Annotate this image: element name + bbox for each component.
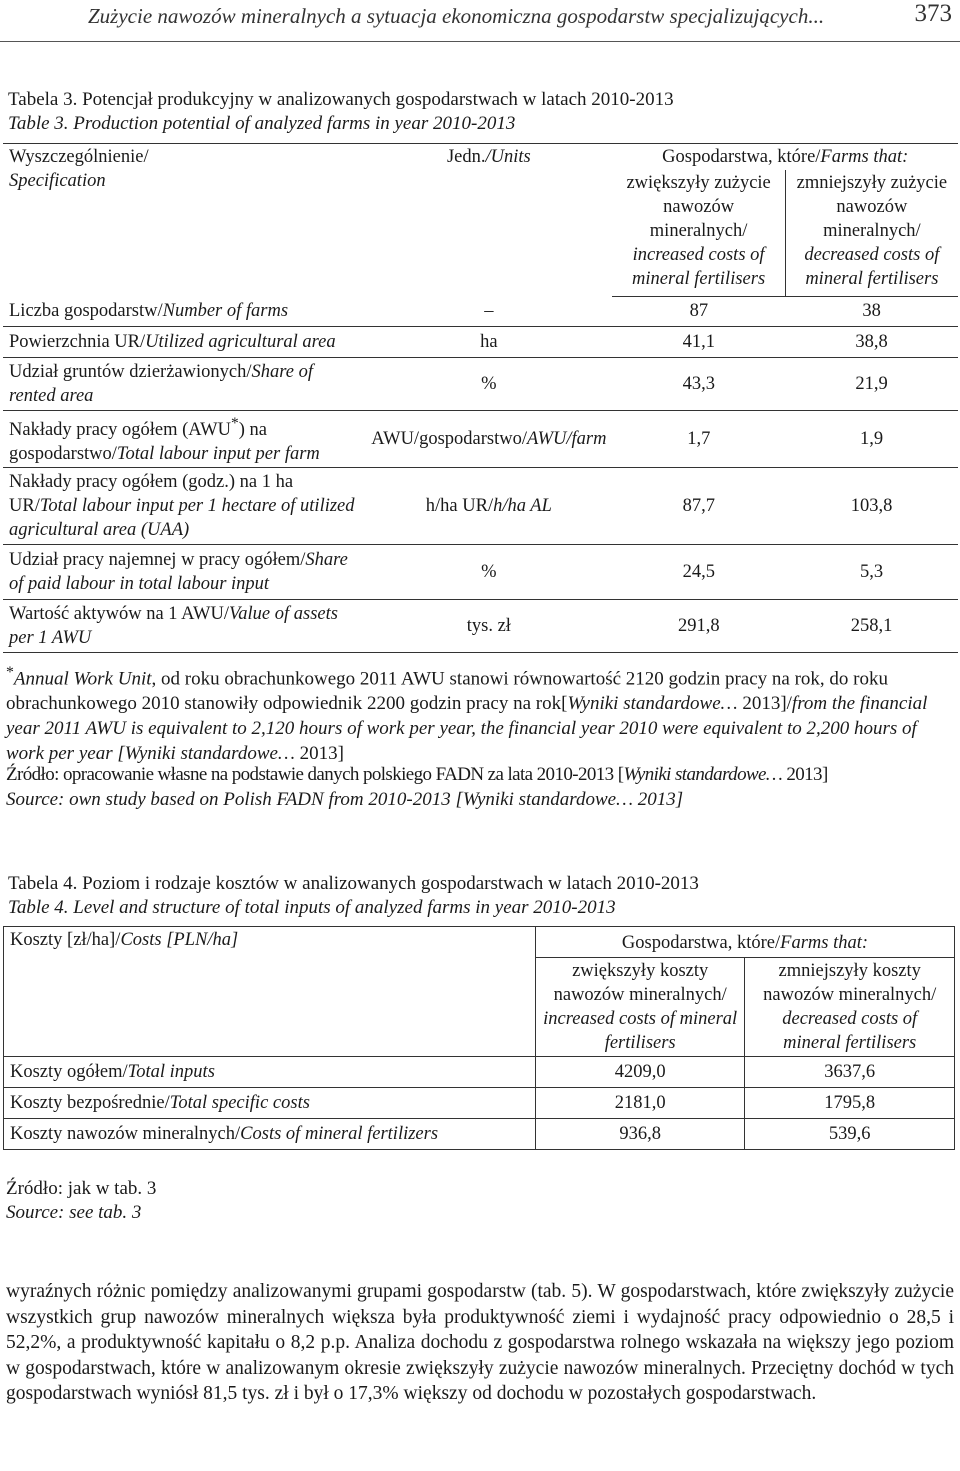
row-label-pl: Udział pracy najemnej w pracy ogółem/ [9, 550, 306, 571]
footnote-ref-marker: * [230, 415, 239, 432]
row-label-en: Utilized agricultural area [145, 332, 336, 352]
row-label [4, 1119, 536, 1150]
table-row [3, 358, 958, 411]
row-label [3, 296, 365, 327]
row-label-en: Costs of mineral fertilizers [240, 1124, 439, 1144]
row-label-pl: Koszty nawozów mineralnych/ [10, 1124, 241, 1144]
footnote-awu: Annual Work Unit [13, 668, 152, 690]
table3 [3, 143, 958, 653]
row-value-decreased: 38,8 [785, 327, 958, 358]
row-value-increased: 24,5 [612, 545, 785, 600]
row-value-decreased: 103,8 [785, 468, 958, 545]
row-label [3, 358, 365, 411]
row-unit-en: AWU/farm [527, 429, 607, 450]
row-value-decreased: 1795,8 [745, 1088, 955, 1119]
decreased4-label-pl: zmniejszyły koszty nawozów mineralnych/ [763, 961, 937, 1005]
decreased-label-pl: zmniejszyły zużycie nawozów mineralnych/ [796, 173, 948, 241]
page-number: 373 [914, 0, 952, 27]
increased4-label-pl: zwiększyły koszty nawozów mineralnych/ [553, 961, 727, 1005]
spec-label-pl: Wyszczególnienie/ [9, 147, 149, 167]
row-label [3, 545, 365, 600]
row-label-pl: Powierzchnia UR/ [9, 332, 146, 352]
decreased-label-en: decreased costs of mineral fertilisers [804, 245, 940, 289]
row-label-en: Total labour input per farm [116, 444, 320, 465]
row-label-pl: Wartość aktywów na 1 AWU/ [9, 604, 230, 625]
body-paragraph: wyraźnych różnic pomiędzy analizowanymi grupami gospodarstw (tab. 5). W gospodarstwach, które zwiększyły zużycie wszystkich grup nawozów mineralnych większa była produktywność ziemi i wydajność pracy odpowiednio o 28,5 i 52,2%, a produktywność kapitału o 8,2 p.p. Analiza dochodu z gospodarstwa rolnego wskazała na większy jego poziom w gospodarstwach, które w analizowanym okresie zwiększyły zużycie nawozów mineralnych. Przeciętny dochód w tych gospodarstwach wyniósł 81,5 tys. zł i był o 17,3% większy od dochodu w pozostałych gospodarstwach. [6, 1281, 954, 1404]
row-value-increased: 2181,0 [535, 1088, 745, 1119]
table4-head-costs [4, 927, 536, 1057]
row-value-increased: 936,8 [535, 1119, 745, 1150]
table3-caption-en: Table 3. Production potential of analyzed farms in year 2010-2013 [8, 113, 516, 134]
row-unit [365, 411, 612, 468]
row-label [3, 600, 365, 653]
row-value-decreased: 21,9 [785, 358, 958, 411]
table4-head-increased [535, 958, 745, 1057]
row-value-decreased: 3637,6 [745, 1057, 955, 1088]
row-label-pl: Udział gruntów dzierżawionych/ [9, 362, 252, 382]
table3-source-pl [6, 762, 956, 787]
row-value-decreased: 539,6 [745, 1119, 955, 1150]
footnote-text-en: from the financial year 2011 AWU is equivalent to 2,120 hours of work per year, the financial year 2010 were equivalent to 2,200 hours of work per year [Wyniki standardowe… [6, 693, 928, 765]
row-unit [365, 327, 612, 358]
group4-label-en: Farms that: [780, 933, 869, 953]
row-value-increased: 43,3 [612, 358, 785, 411]
row-label-pl: Liczba gospodarstw/ [9, 301, 163, 321]
costs-label-en: Costs [PLN/ha] [120, 930, 239, 950]
table4-caption-pl: Tabela 4. Poziom i rodzaje kosztów w analizowanych gospodarstwach w latach 2010-2013 [8, 873, 699, 894]
row-label-pl: Nakłady pracy ogółem (AWU*) na gospodarstwo/ [9, 415, 267, 465]
row-value-decreased: 258,1 [785, 600, 958, 653]
table4 [3, 926, 955, 1150]
row-label [4, 1057, 536, 1088]
row-label-en: Share of rented area [9, 362, 313, 406]
row-value-increased: 87 [612, 296, 785, 327]
row-unit [365, 600, 612, 653]
table3-caption-pl: Tabela 3. Potencjał produkcyjny w analizowanych gospodarstwach w latach 2010-2013 [8, 89, 674, 110]
row-value-decreased: 5,3 [785, 545, 958, 600]
row-label-pl: Nakłady pracy ogółem (godz.) na 1 ha UR/ [9, 472, 294, 517]
header-rule [0, 41, 960, 42]
costs-label-pl: Koszty [zł/ha]/ [10, 930, 121, 950]
table4-head-decreased [745, 958, 955, 1057]
row-label-pl: Koszty ogółem/ [10, 1062, 128, 1082]
row-unit-pl: ha [480, 332, 498, 352]
row-label [3, 327, 365, 358]
table-row [3, 296, 958, 327]
row-unit-pl: tys. zł [466, 616, 511, 637]
table-row [4, 1057, 955, 1088]
row-label-en: Total specific costs [169, 1093, 310, 1113]
group-label-en: Farms that: [820, 147, 909, 167]
row-unit-pl: % [481, 562, 497, 583]
table3-footnote [6, 660, 956, 766]
table-row [3, 327, 958, 358]
group-label-pl: Gospodarstwa, które/ [662, 147, 821, 167]
row-unit [365, 358, 612, 411]
table-row [3, 600, 958, 653]
row-value-increased: 291,8 [612, 600, 785, 653]
table3-source-en: Source: own study based on Polish FADN from 2010-2013 [Wyniki standardowe… 2013] [6, 789, 684, 810]
unit-label-pl: Jedn. [446, 147, 486, 167]
running-header [0, 0, 960, 40]
row-label-en: Share of paid labour in total labour input [9, 550, 348, 595]
row-unit [365, 468, 612, 545]
group4-label-pl: Gospodarstwa, które/ [621, 933, 781, 953]
table3-head-spec [3, 144, 365, 297]
table-row [4, 1119, 955, 1150]
row-value-increased: 87,7 [612, 468, 785, 545]
row-label-en: Total labour input per 1 hectare of utilized agricultural area (UAA) [9, 496, 355, 541]
increased4-label-en: increased costs of mineral fertilisers [543, 1009, 738, 1053]
row-label-en: Number of farms [162, 301, 289, 321]
row-value-increased: 4209,0 [535, 1057, 745, 1088]
row-unit-pl: – [484, 301, 494, 321]
table-row [3, 411, 958, 468]
row-value-increased: 1,7 [612, 411, 785, 468]
table-row [3, 468, 958, 545]
table4-source-pl: Źródło: jak w tab. 3 [6, 1178, 157, 1199]
row-label [3, 411, 365, 468]
running-title: Zużycie nawozów mineralnych a sytuacja ekonomiczna gospodarstw specjalizujących... [88, 4, 825, 28]
footnote-text-pl: , od roku obrachunkowego 2011 AWU stanowi równowartość 2120 godzin pracy na rok, do roku obrachunkowego 2010 stanowiły odpowiednik 2200 godzin pracy na rok[ [6, 668, 889, 715]
row-value-decreased: 1,9 [785, 411, 958, 468]
table3-head-increased [612, 170, 785, 296]
table4-caption-en: Table 4. Level and structure of total inputs of analyzed farms in year 2010-2013 [8, 897, 616, 918]
row-unit-pl: AWU/gospodarstwo/ [371, 429, 527, 450]
increased-label-en: increased costs of mineral fertilisers [632, 245, 766, 289]
spec-label-en: Specification [9, 171, 106, 191]
source-pl-text: Źródło: opracowanie własne na podstawie danych polskiego FADN za lata 2010-2013 [ [6, 764, 624, 785]
source-pl-year: 2013] [782, 764, 828, 785]
row-label [3, 468, 365, 545]
row-unit [365, 545, 612, 600]
table4-head-group [535, 927, 954, 958]
increased-label-pl: zwiększyły zużycie nawozów mineralnych/ [626, 173, 771, 241]
table-row [4, 1088, 955, 1119]
row-label-en: Total inputs [127, 1062, 215, 1082]
table4-source-en: Source: see tab. 3 [6, 1202, 142, 1223]
footnote-year-en: 2013] [294, 743, 344, 765]
footnote-ref: Wyniki standardowe… [567, 693, 738, 715]
row-label-pl: Koszty bezpośrednie/ [10, 1093, 170, 1113]
table3-head-decreased [785, 170, 958, 296]
row-label-en: Value of assets per 1 AWU [9, 604, 338, 649]
source-pl-ref: Wyniki standardowe… [623, 764, 783, 785]
footnote-year: 2013]/ [737, 693, 792, 715]
row-value-increased: 41,1 [612, 327, 785, 358]
decreased4-label-en: decreased costs of mineral fertilisers [782, 1009, 918, 1053]
table3-head-unit [365, 144, 612, 297]
row-unit [365, 296, 612, 327]
unit-label-en: /Units [485, 147, 531, 167]
row-unit-pl: % [481, 374, 497, 394]
row-unit-en: h/ha AL [493, 496, 552, 517]
footnote-marker: * [6, 664, 14, 681]
row-label [4, 1088, 536, 1119]
table-row [3, 545, 958, 600]
row-value-decreased: 38 [785, 296, 958, 327]
table3-head-group [612, 144, 958, 171]
row-unit-pl: h/ha UR/ [425, 496, 494, 517]
